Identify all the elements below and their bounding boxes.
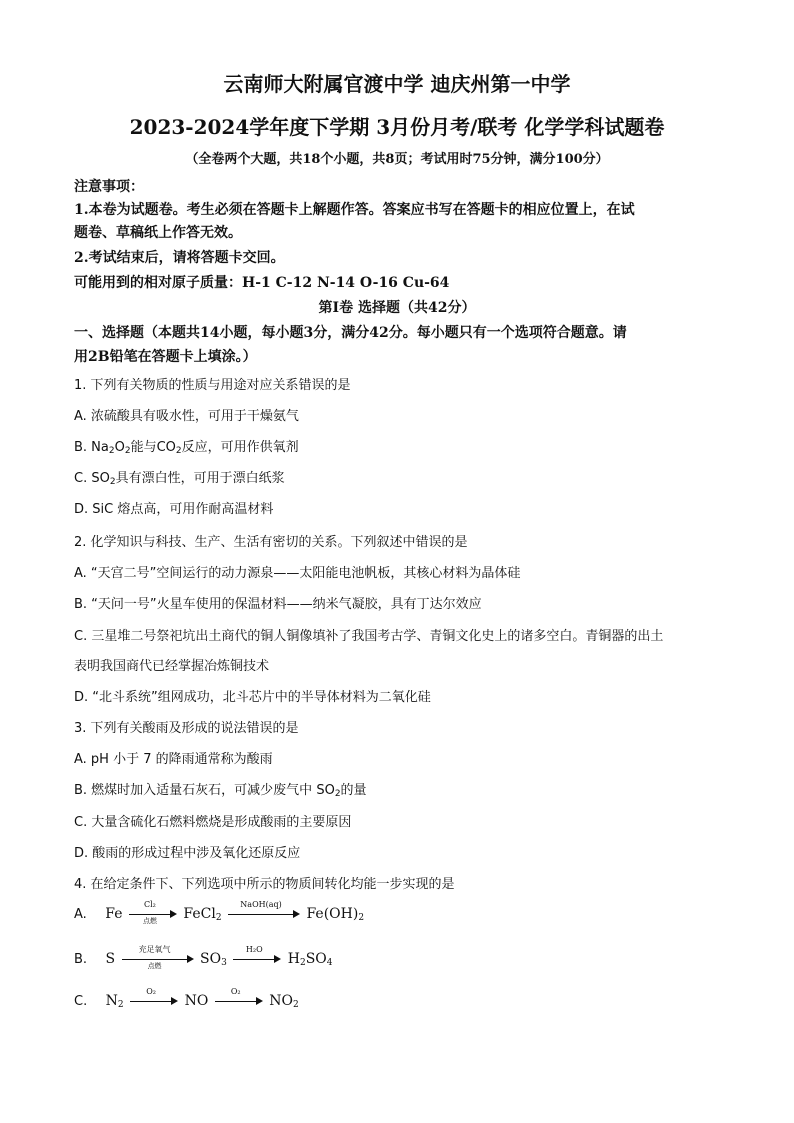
question-4-stem: 4. 在给定条件下、下列选项中所示的物质间转化均能一步实现的是 bbox=[74, 877, 455, 892]
atomic-masses: 可能用到的相对原子质量：H-1 C-12 N-14 O-16 Cu-64 bbox=[74, 275, 450, 291]
section-instruction-line-1: 一、选择题（本题共14小题，每小题3分，满分42分。每小题只有一个选项符合题意。请 bbox=[74, 325, 627, 341]
notes-item-1-line-2: 题卷、草稿纸上作答无效。 bbox=[74, 225, 242, 241]
question-3-stem: 3. 下列有关酸雨及形成的说法错误的是 bbox=[74, 721, 299, 736]
reaction-arrow: Cl₂ 点燃 bbox=[129, 907, 177, 921]
question-4-option-b: B. S 充足氧气 点燃 $SO_3$ H₂O $H_2SO_4$ bbox=[74, 945, 333, 970]
question-2-stem: 2. 化学知识与科技、生产、生活有密切的关系。下列叙述中错误的是 bbox=[74, 535, 468, 550]
question-4-option-a: A. Fe Cl₂ 点燃 FeCl$_2$ NaOH(aq) $Fe(OH)_2$ bbox=[74, 900, 365, 925]
question-3-option-a: A. pH 小于 7 的降雨通常称为酸雨 bbox=[74, 752, 273, 767]
notes-heading: 注意事项： bbox=[74, 179, 144, 195]
question-1-option-c: C. $SO_2$具有漂白性，可用于漂白纸浆 bbox=[74, 471, 285, 487]
notes-item-1-line-1: 1.本卷为试题卷。考生必须在答题卡上解题作答。答案应书写在答题卡的相应位置上，在试 bbox=[74, 202, 635, 218]
school-names-title: 云南师大附属官渡中学 迪庆州第一中学 bbox=[223, 72, 571, 96]
reaction-arrow: O₂ bbox=[130, 994, 178, 1008]
question-2-option-a: A. “天宫二号”空间运行的动力源泉——太阳能电池帆板，其核心材料为晶体硅 bbox=[74, 566, 521, 581]
question-1-stem: 1. 下列有关物质的性质与用途对应关系错误的是 bbox=[74, 378, 351, 393]
question-2-option-c-line-2: 表明我国商代已经掌握冶炼铜技术 bbox=[74, 659, 270, 674]
reaction-arrow: NaOH(aq) bbox=[228, 907, 300, 921]
question-1-option-b: B. $Na_2O_2$能与$CO_2$反应，可用作供氧剂 bbox=[74, 440, 299, 456]
exam-title: 2023-2024学年度下学期 3月份月考/联考 化学学科试题卷 bbox=[129, 115, 665, 139]
exam-info: （全卷两个大题，共18个小题，共8页；考试用时75分钟，满分100分） bbox=[185, 152, 609, 167]
question-1-option-a: A. 浓硫酸具有吸水性，可用于干燥氨气 bbox=[74, 409, 299, 424]
question-2-option-b: B. “天问一号”火星车使用的保温材料——纳米气凝胶，具有丁达尔效应 bbox=[74, 597, 482, 612]
reaction-arrow: H₂O bbox=[233, 952, 281, 966]
question-3-option-c: C. 大量含硫化石燃料燃烧是形成酸雨的主要原因 bbox=[74, 815, 352, 830]
question-3-option-d: D. 酸雨的形成过程中涉及氧化还原反应 bbox=[74, 846, 301, 861]
question-3-option-b: B. 燃煤时加入适量石灰石，可减少废气中 $SO_2$的量 bbox=[74, 783, 367, 799]
reaction-arrow: 充足氧气 点燃 bbox=[122, 952, 194, 966]
question-2-option-c-line-1: C. 三星堆二号祭祀坑出土商代的铜人铜像填补了我国考古学、青铜文化史上的诸多空白。青铜器的出土 bbox=[74, 629, 664, 644]
notes-item-2: 2.考试结束后，请将答题卡交回。 bbox=[74, 250, 285, 266]
question-1-option-d: D. SiC 熔点高，可用作耐高温材料 bbox=[74, 502, 274, 517]
question-2-option-d: D. “北斗系统”组网成功，北斗芯片中的半导体材料为二氧化硅 bbox=[74, 690, 431, 705]
question-4-option-c: C. $N_2$ O₂ NO O₂ $NO_2$ bbox=[74, 987, 299, 1010]
reaction-arrow: O₂ bbox=[215, 994, 263, 1008]
section-title: 第Ⅰ卷 选择题（共42分） bbox=[318, 300, 476, 316]
section-instruction-line-2: 用2B铅笔在答题卡上填涂。） bbox=[74, 349, 257, 365]
